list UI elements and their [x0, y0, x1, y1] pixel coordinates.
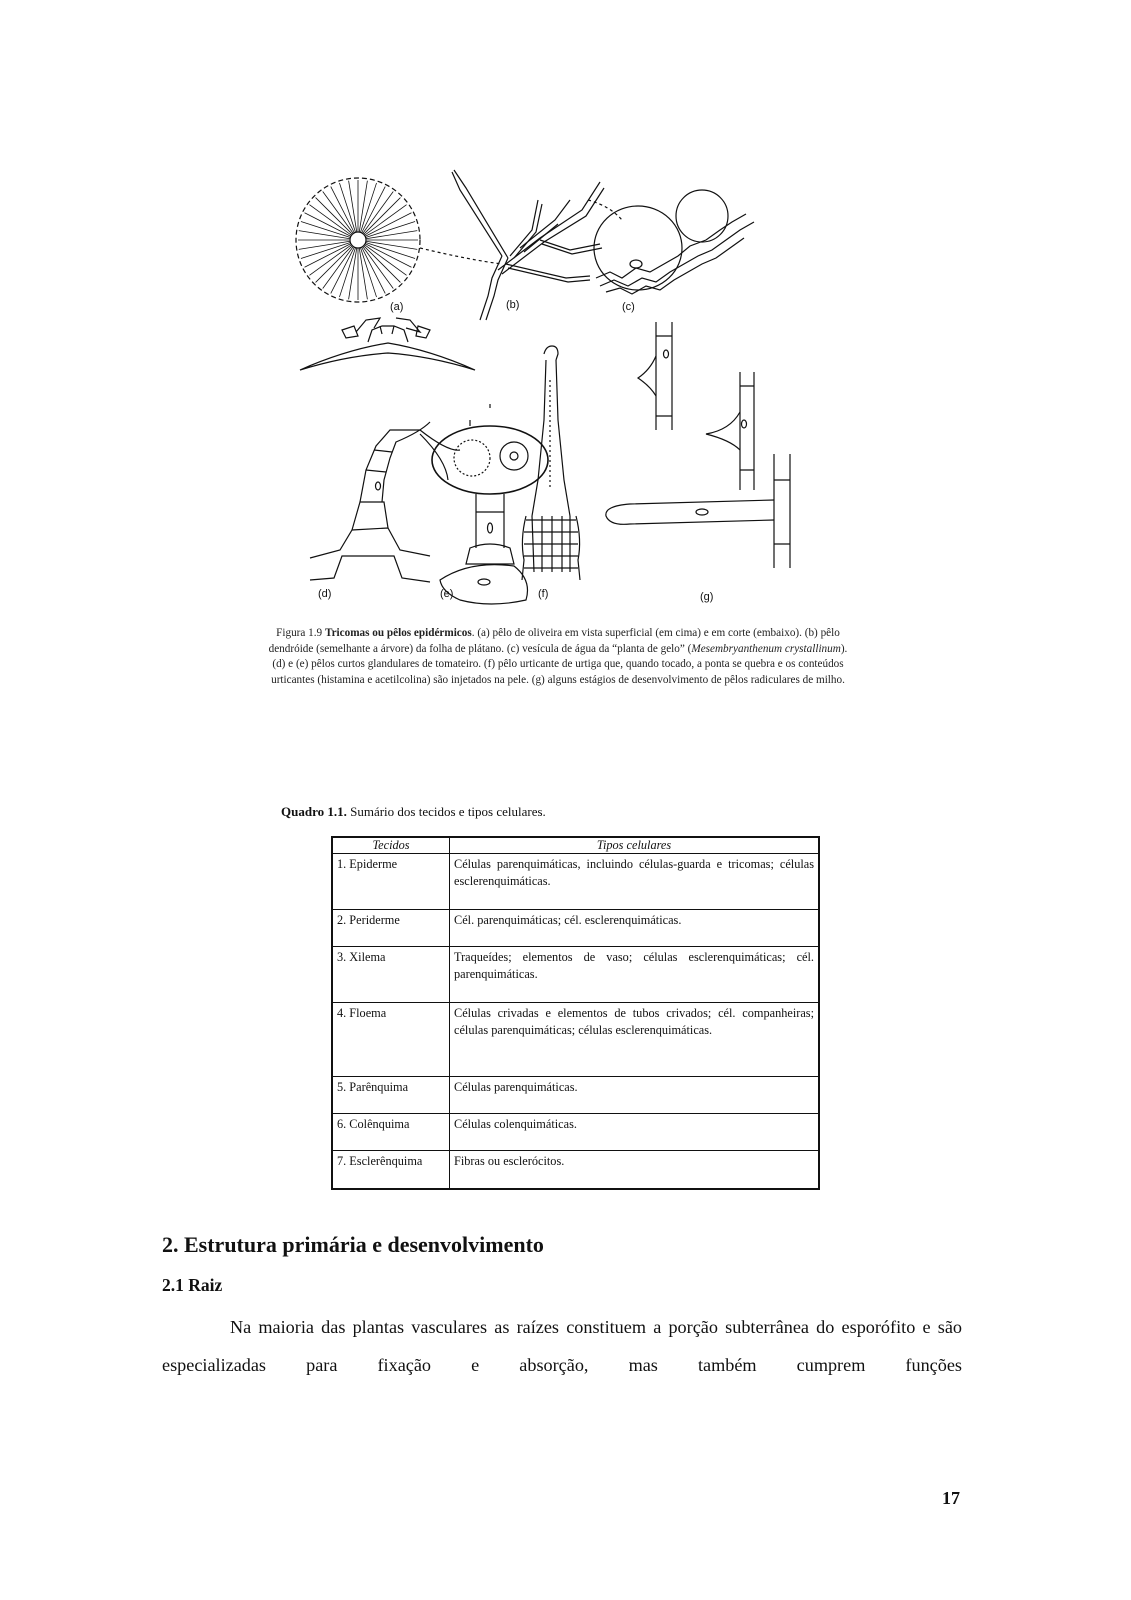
- water-vesicle-drawing: [594, 190, 754, 294]
- dendroid-trichome-drawing: [420, 170, 622, 320]
- section-heading: 2. Estrutura primária e desenvolvimento: [162, 1232, 544, 1257]
- subsection-heading: 2.1 Raiz: [162, 1275, 223, 1295]
- panel-label-a: (a): [390, 301, 404, 313]
- panel-label-f: (f): [538, 588, 549, 600]
- caption-prefix: Figura 1.9: [276, 627, 325, 639]
- table-cell-tecido: 4. Floema: [332, 1003, 450, 1077]
- table-row: [332, 1077, 819, 1114]
- table-row: [332, 1114, 819, 1151]
- table-cell-tipos: Células parenquimáticas, incluindo células-guarda e tricomas; células esclerenquimáticas.: [450, 854, 820, 910]
- caption-text-1: . (a) pêlo de oliveira em vista superficial (em cima) e em corte (embaixo). (b) pêlo dendróide (semelhante a árvore) da folha de plátano. (c) vesícula de água da “planta de gelo” (: [268, 627, 840, 655]
- table-cell-tipos: Células colenquimáticas.: [450, 1114, 820, 1151]
- table-row: [332, 910, 819, 947]
- caption-bold: Tricomas ou pêlos epidérmicos: [324, 627, 472, 639]
- table-cell-tecido: 2. Periderme: [332, 910, 450, 947]
- figure-caption: [268, 626, 848, 688]
- paragraph-text: Na maioria das plantas vasculares as raízes constituem a porção subterrânea do esporófito e são especializadas para fixação e absorção, mas também cumprem funções: [162, 1317, 962, 1375]
- table-cell-tecido: 6. Colênquima: [332, 1114, 450, 1151]
- quadro-title: [281, 804, 546, 820]
- olive-trichome-section-drawing: [300, 318, 475, 370]
- panel-label-c: (c): [622, 301, 635, 313]
- table-row: [332, 854, 819, 910]
- olive-trichome-top-drawing: [296, 178, 420, 302]
- table-cell-tipos: Fibras ou esclerócitos.: [450, 1151, 820, 1189]
- panel-label-e: (e): [440, 588, 454, 600]
- table-cell-tipos: Células parenquimáticas.: [450, 1077, 820, 1114]
- table-cell-tipos: Células crivadas e elementos de tubos crivados; cél. companheiras; células parenquimáticas; células esclerenquimáticas.: [450, 1003, 820, 1077]
- tissues-table: [331, 836, 820, 1190]
- glandular-trichome-e-drawing: [432, 404, 548, 604]
- panel-label-g: (g): [700, 591, 714, 603]
- page-number: 17: [942, 1488, 960, 1508]
- quadro-label: Quadro 1.1.: [281, 804, 347, 819]
- table-cell-tipos: Traqueídes; elementos de vaso; células esclerenquimáticas; cél. parenquimáticas.: [450, 947, 820, 1003]
- table-cell-tecido: 5. Parênquima: [332, 1077, 450, 1114]
- table-cell-tecido: 3. Xilema: [332, 947, 450, 1003]
- table-cell-tecido: 7. Esclerênquima: [332, 1151, 450, 1189]
- root-hair-development-drawing: [606, 322, 790, 568]
- caption-italic: Mesembryanthenum crystallinum: [691, 642, 841, 655]
- table-header-tecidos: Tecidos: [332, 837, 450, 854]
- panel-label-b: (b): [506, 299, 520, 311]
- table-header-tipos: Tipos celulares: [450, 837, 820, 854]
- table-header-row: [332, 837, 819, 854]
- table-row: [332, 1151, 819, 1189]
- table-row: [332, 1003, 819, 1077]
- panel-label-d: (d): [318, 588, 332, 600]
- stinging-trichome-drawing: [522, 346, 580, 580]
- table-cell-tecido: 1. Epiderme: [332, 854, 450, 910]
- body-paragraph: [162, 1308, 962, 1384]
- table-row: [332, 947, 819, 1003]
- trichome-figure: [270, 160, 830, 620]
- table-cell-tipos: Cél. parenquimáticas; cél. esclerenquimáticas.: [450, 910, 820, 947]
- caption-text-2: ). (d) e (e) pêlos curtos glandulares de tomateiro. (f) pêlo urticante de urtiga que, quando tocado, a ponta se quebra e os conteúdos urticantes (histamina e acetilcolina) são injetados na pele. (g) alguns estágios de desenvolvimento de pêlos radiculares de milho.: [271, 642, 848, 686]
- quadro-title-text: Sumário dos tecidos e tipos celulares.: [346, 804, 546, 819]
